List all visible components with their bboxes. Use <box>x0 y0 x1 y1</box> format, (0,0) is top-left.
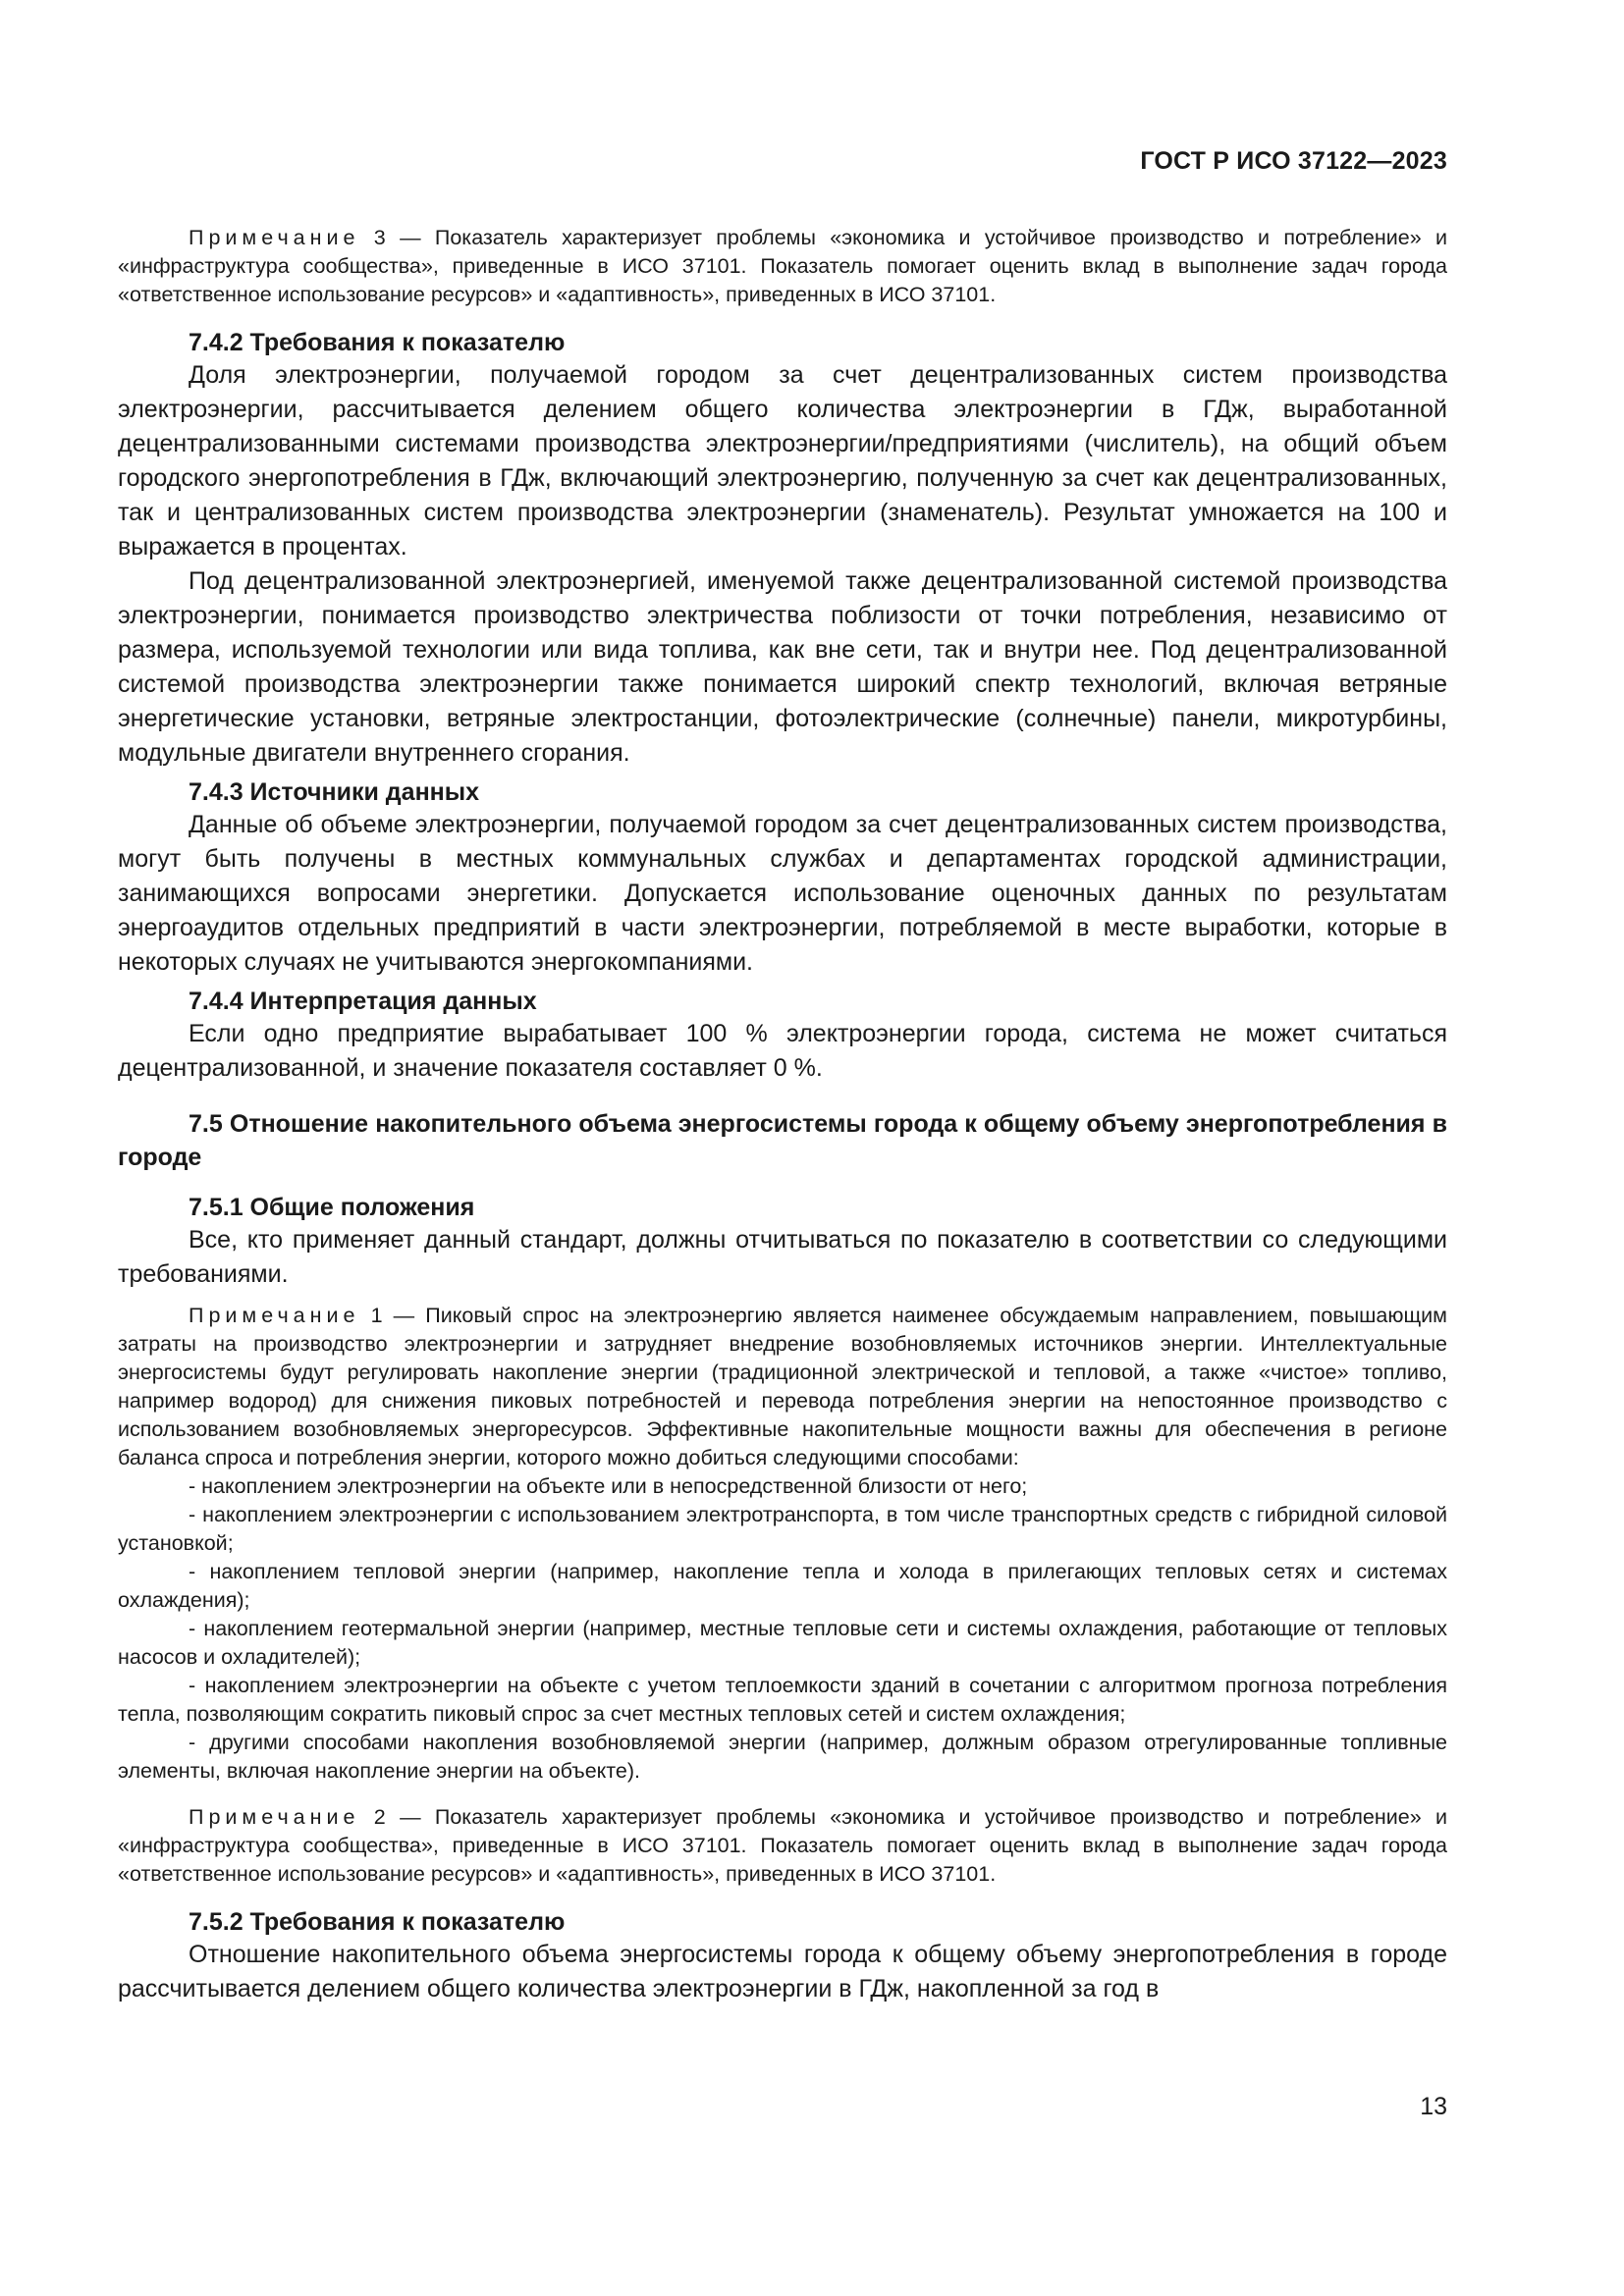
note-2 <box>118 1803 1447 1889</box>
note-label: Примечание <box>189 1304 360 1327</box>
note-label: Примечание <box>189 1805 360 1829</box>
note-3 <box>118 224 1447 309</box>
section-7-4-3-title: 7.4.3 Источники данных <box>189 778 480 806</box>
note-number: 3 <box>373 226 386 249</box>
section-7-4-2-paragraph-2: Под децентрализованной электроэнергией, именуемой также децентрализованной системой производства электроэнергии, понимается производство электричества поблизости от точки потребления, независимо от размера, используемой технологии или вида топлива, как вне сети, так и внутри нее. Под децентрализованной системой производства электроэнергии также понимается широкий спектр технологий, включая ветряные энергетические установки, ветряные электростанции, фотоэлектрические (солнечные) панели, микротурбины, модульные двигатели внутреннего сгорания. <box>118 567 1447 767</box>
note-text: — Показатель характеризует проблемы «экономика и устойчивое производство и потребление» и «инфраструктура сообщества», приведенные в ИСО 37101. Показатель помогает оценить вклад в выполнение задач города «ответственное использование ресурсов» и «адаптивность», приведенных в ИСО 37101. <box>118 1805 1447 1886</box>
document-body <box>118 224 1447 2006</box>
note-number: 2 <box>373 1805 386 1829</box>
note-number: 1 <box>370 1304 383 1327</box>
document-code-header: ГОСТ Р ИСО 37122—2023 <box>1140 147 1447 175</box>
page-number: 13 <box>1420 2093 1447 2120</box>
list-item: - накоплением геотермальной энергии (например, местные тепловые сети и системы охлаждения, работающие от тепловых насосов и охладителей); <box>118 1617 1447 1669</box>
section-7-4-2-paragraph-1: Доля электроэнергии, получаемой городом за счет децентрализованных систем производства электроэнергии, рассчитывается делением общего количества электроэнергии в ГДж, выработанной децентрализованными системами производства электроэнергии/предприятиями (числитель), на общий объем городского энергопотребления в ГДж, включающий электроэнергию, полученную за счет как децентрализованных, так и централизованных систем производства электроэнергии (знаменатель). Результат умножается на 100 и выражается в процентах. <box>118 361 1447 561</box>
section-7-4-2-title: 7.4.2 Требования к показателю <box>189 329 566 356</box>
list-item: - накоплением электроэнергии на объекте с учетом теплоемкости зданий в сочетании с алгоритмом прогноза потребления тепла, позволяющим сократить пиковый спрос за счет местных тепловых сетей и систем охлаждения; <box>118 1674 1447 1726</box>
list-item: - другими способами накопления возобновляемой энергии (например, должным образом отрегулированные топливные элементы, включая накопление энергии на объекте). <box>118 1731 1447 1783</box>
section-7-4-3-paragraph-1: Данные об объеме электроэнергии, получаемой городом за счет децентрализованных систем производства, могут быть получены в местных коммунальных службах и департаментах городской администрации, занимающихся вопросами энергетики. Допускается использование оценочных данных по результатам энергоаудитов отдельных предприятий в части электроэнергии, потребляемой в месте выработки, которые в некоторых случаях не учитываются энергокомпаниями. <box>118 811 1447 976</box>
section-7-5-2-title: 7.5.2 Требования к показателю <box>189 1908 566 1936</box>
list-item: - накоплением электроэнергии на объекте или в непосредственной близости от него; <box>189 1474 1028 1498</box>
section-7-5-2-paragraph-1: Отношение накопительного объема энергосистемы города к общему объему энергопотребления в городе рассчитывается делением общего количества электроэнергии в ГДж, накопленной за год в <box>118 1941 1447 2002</box>
section-7-5-title: 7.5 Отношение накопительного объема энергосистемы города к общему объему энергопотребления в городе <box>118 1110 1447 1171</box>
section-7-5-1-title: 7.5.1 Общие положения <box>189 1194 475 1221</box>
note-text: — Пиковый спрос на электроэнергию является наименее обсуждаемым направлением, повышающим затраты на производство электроэнергии и затрудняет внедрение возобновляемых источников энергии. Интеллектуальные энергосистемы будут регулировать накопление энергии (традиционной электрической и тепловой, а также «чистое» топливо, например водород) для снижения пиковых потребностей и перевода потребления энергии на непостоянное производство с использованием возобновляемых энергоресурсов. Эффективные накопительные мощности важны для обеспечения в регионе баланса спроса и потребления энергии, которого можно добиться следующими способами: <box>118 1304 1447 1469</box>
note-label: Примечание <box>189 226 360 249</box>
note-text: — Показатель характеризует проблемы «экономика и устойчивое производство и потребление» и «инфраструктура сообщества», приведенные в ИСО 37101. Показатель помогает оценить вклад в выполнение задач города «ответственное использование ресурсов» и «адаптивность», приведенных в ИСО 37101. <box>118 226 1447 306</box>
note-1 <box>118 1302 1447 1472</box>
list-item: - накоплением электроэнергии с использованием электротранспорта, в том числе транспортных средств с гибридной силовой установкой; <box>118 1503 1447 1555</box>
section-7-4-4-paragraph-1: Если одно предприятие вырабатывает 100 % электроэнергии города, система не может считаться децентрализованной, и значение показателя составляет 0 %. <box>118 1020 1447 1082</box>
list-item: - накоплением тепловой энергии (например, накопление тепла и холода в прилегающих тепловых сетях и системах охлаждения); <box>118 1560 1447 1612</box>
section-7-5-1-paragraph-1: Все, кто применяет данный стандарт, должны отчитываться по показателю в соответствии со следующими требованиями. <box>118 1226 1447 1288</box>
section-7-4-4-title: 7.4.4 Интерпретация данных <box>189 988 537 1015</box>
